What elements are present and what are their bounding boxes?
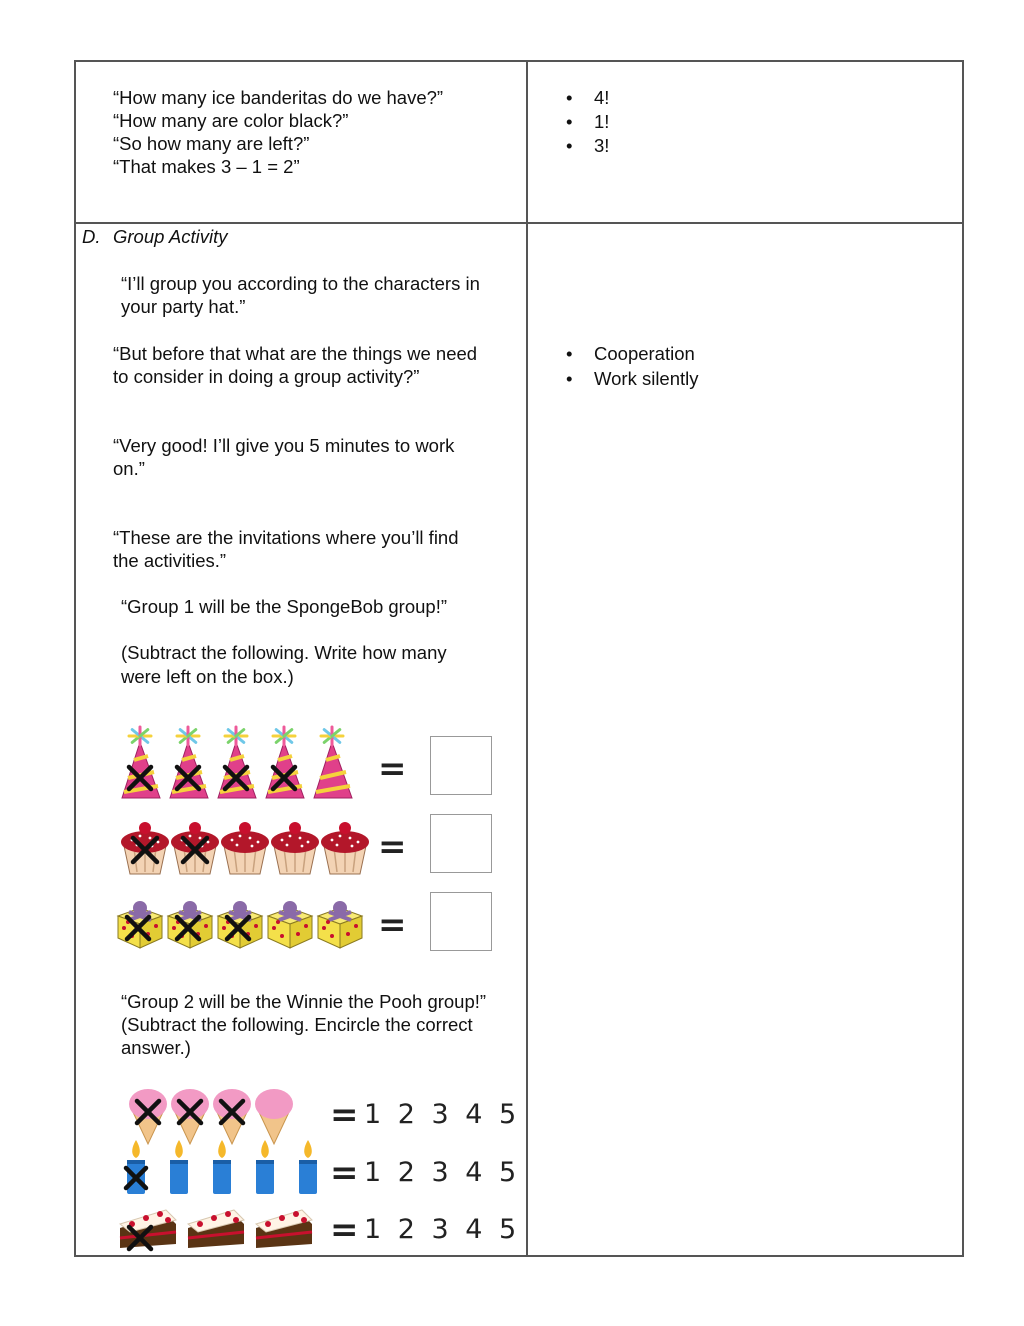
gift-icon [218,901,262,948]
question-line-4: “That makes 3 – 1 = 2” [113,156,300,177]
answer-text: 4! [594,87,610,108]
question-line-2: “How many are color black?” [113,110,349,131]
answer-choices[interactable]: 1 2 3 4 5 [364,1099,521,1130]
gift-icon [118,901,162,948]
candle-icon [170,1140,188,1194]
paragraph-line: “Very good! I’ll give you 5 minutes to work [113,435,455,456]
equals-sign: = [330,1210,359,1250]
answer-choices[interactable]: 1 2 3 4 5 [364,1214,521,1245]
candle-icon [126,1140,146,1194]
cake-slice-icon [120,1210,176,1249]
answer-text: Work silently [594,368,699,389]
candle-icon [299,1140,317,1194]
question-line-3: “So how many are left?” [113,133,310,154]
ice-cream-cone-icon [255,1089,293,1144]
group-2-title: “Group 2 will be the Winnie the Pooh group!” [121,991,487,1012]
paragraph-line: the activities.” [113,550,227,571]
group-1-instruction: (Subtract the following. Write how many [121,642,447,663]
equals-sign: = [378,905,407,945]
candle-icon [213,1140,231,1194]
cupcake-icon [221,822,269,874]
group-1-title: “Group 1 will be the SpongeBob group!” [121,596,448,617]
party-hat-icon [314,727,352,798]
gift-icon [168,901,212,948]
equals-sign: = [330,1153,359,1193]
answer-text: Cooperation [594,343,695,364]
group-2-instruction: answer.) [121,1037,191,1058]
cupcake-icon [321,822,369,874]
ice-cream-cone-icon [129,1089,167,1144]
answer-box[interactable] [430,892,492,951]
bullet-icon: • [566,111,573,132]
cake-slice-icon [188,1210,244,1248]
section-heading: Group Activity [113,226,228,247]
cupcake-icon [271,822,319,874]
paragraph-line: “I’ll group you according to the characters in [121,273,480,294]
paragraph-line: “These are the invitations where you’ll find [113,527,459,548]
answer-text: 3! [594,135,610,156]
paragraph-line: on.” [113,458,145,479]
answer-choices[interactable]: 1 2 3 4 5 [364,1157,521,1188]
cake-slice-row [118,1200,328,1254]
question-line-1: “How many ice banderitas do we have?” [113,87,444,108]
paragraph-line: your party hat.” [121,296,246,317]
equals-sign: = [378,827,407,867]
answer-text: 1! [594,111,610,132]
section-letter: D. [82,226,101,247]
column-divider [526,60,528,1257]
gift-row [114,896,374,952]
party-hat-icon [170,727,208,798]
cupcake-row [118,816,368,878]
ice-cream-cone-icon [171,1089,209,1144]
gift-icon [318,901,362,948]
equals-sign: = [330,1095,359,1135]
answer-box[interactable] [430,736,492,795]
bullet-icon: • [566,368,573,389]
cake-slice-icon [256,1210,312,1248]
row-divider [74,222,964,224]
party-hat-icon [218,727,256,798]
cupcake-icon [121,822,169,874]
paragraph-line: “But before that what are the things we need [113,343,478,364]
bullet-icon: • [566,343,573,364]
party-hat-row [118,726,368,802]
cupcake-icon [171,822,219,874]
party-hat-icon [122,727,160,798]
candle-icon [256,1140,274,1194]
group-2-instruction: (Subtract the following. Encircle the correct [121,1014,473,1035]
group-1-instruction: were left on the box.) [121,666,294,687]
candle-row [124,1138,334,1198]
answer-box[interactable] [430,814,492,873]
gift-icon [268,901,312,948]
bullet-icon: • [566,135,573,156]
paragraph-line: to consider in doing a group activity?” [113,366,420,387]
bullet-icon: • [566,87,573,108]
equals-sign: = [378,749,407,789]
ice-cream-cone-icon [213,1089,251,1144]
party-hat-icon [266,727,304,798]
